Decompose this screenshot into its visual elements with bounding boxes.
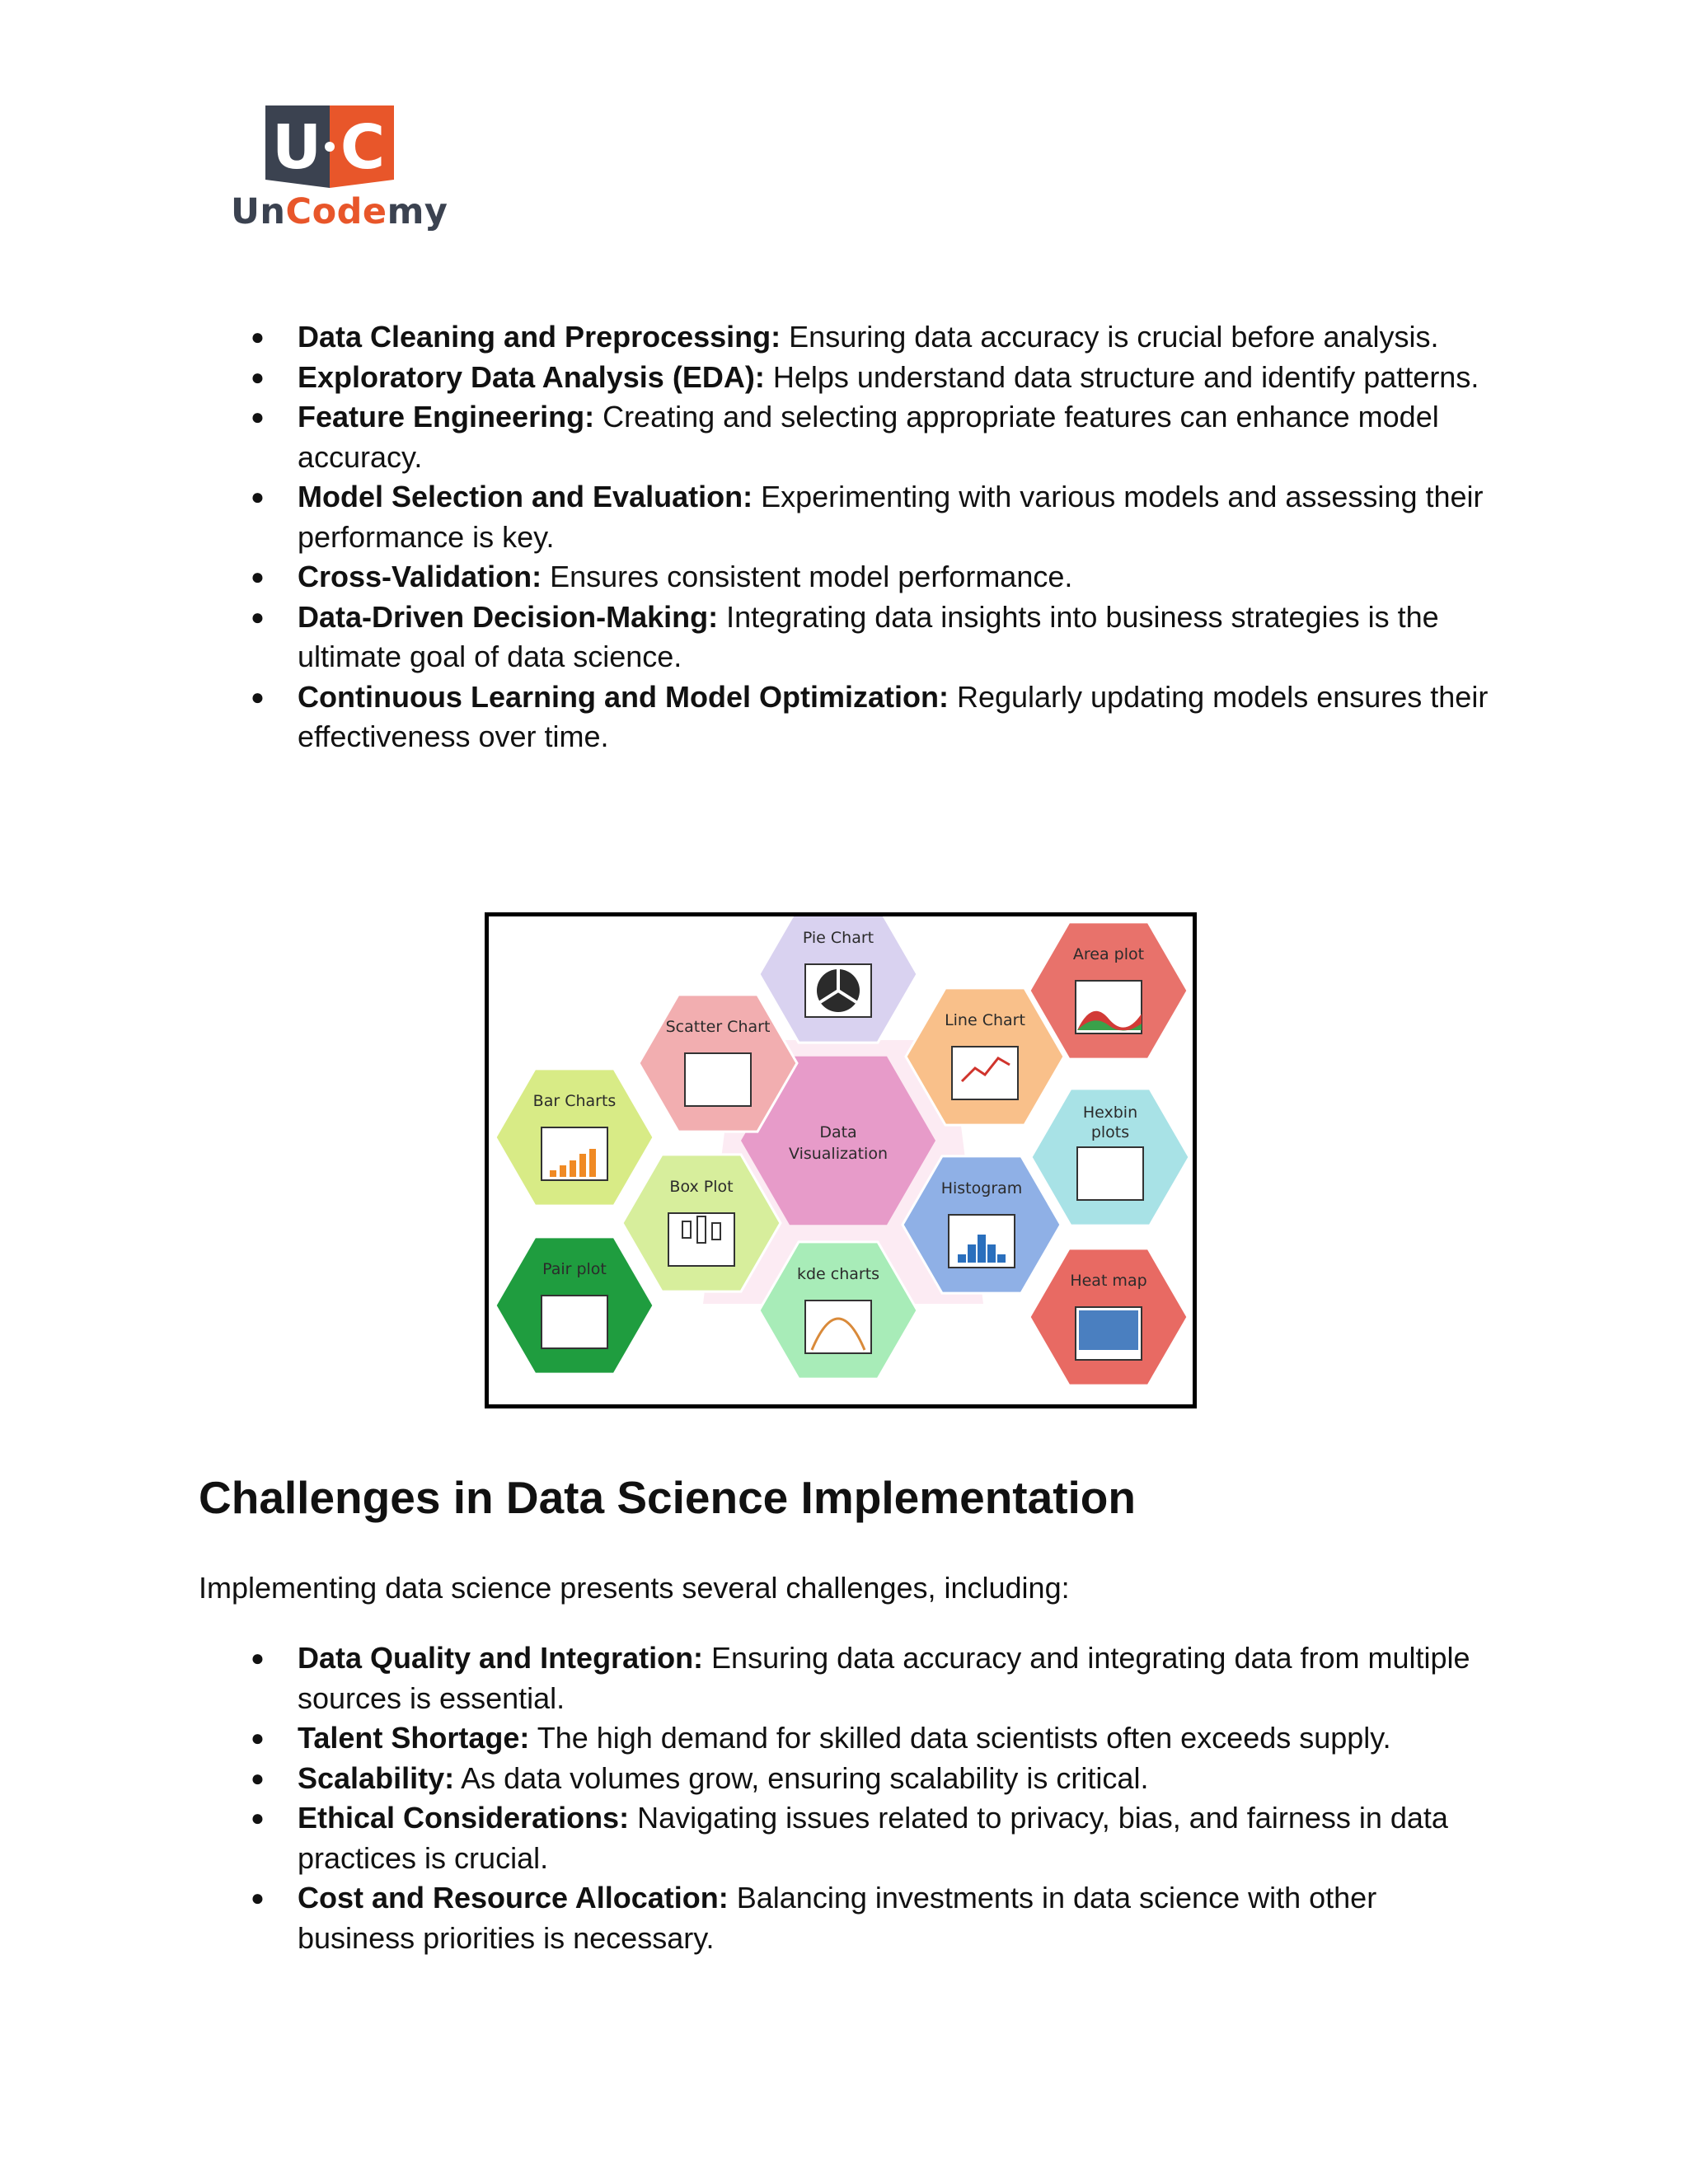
hex-label: Bar Charts — [532, 1092, 617, 1110]
list-item — [0, 397, 1688, 477]
list-item-term: Cross-Validation: — [298, 560, 542, 593]
list-item — [0, 598, 1688, 677]
list-item-term: Data Quality and Integration: — [298, 1641, 704, 1675]
chart-thumbnail-icon — [1077, 1147, 1143, 1200]
list-item-text: Balancing investments in data science with other business priorities is necessary. — [298, 1881, 1377, 1955]
hex-label: Area plot — [1072, 945, 1145, 963]
list-item-term: Cost and Resource Allocation: — [298, 1881, 729, 1915]
bullet-icon: ● — [251, 564, 265, 589]
list-item — [0, 317, 1688, 358]
hex-label: Box Plot — [669, 1178, 734, 1196]
hex-center-label: Data — [819, 1123, 857, 1141]
list-item-text: Ensuring data accuracy is crucial before analysis. — [781, 320, 1439, 354]
bullet-icon: ● — [251, 1725, 265, 1750]
list-item — [0, 677, 1688, 757]
hex-center-label-2: Visualization — [788, 1145, 889, 1163]
bullet-icon: ● — [251, 324, 265, 349]
list-item — [0, 1798, 1688, 1878]
svg-text:U: U — [271, 112, 322, 183]
bullet-icon: ● — [251, 404, 265, 429]
list-item-term: Feature Engineering: — [298, 400, 595, 434]
chart-thumbnail-icon — [668, 1213, 734, 1266]
hex-label: Heat map — [1070, 1272, 1147, 1290]
list-item — [0, 358, 1688, 398]
list-item-text: Ensures consistent model performance. — [542, 560, 1073, 593]
list-item — [0, 477, 1688, 557]
bullet-icon: ● — [251, 484, 265, 509]
bullet-icon: ● — [251, 1645, 265, 1671]
list-item-text: Regularly updating models ensures their effectiveness over time. — [298, 679, 1489, 753]
bullet-icon: ● — [251, 1765, 265, 1791]
hex-label: Pair plot — [542, 1260, 607, 1278]
hex-label: Line Chart — [945, 1011, 1025, 1029]
list-item-text: Helps understand data structure and identify patterns. — [764, 359, 1479, 394]
bullet-icon: ● — [251, 683, 265, 710]
list-item-text: Creating and selecting appropriate features can enhance model accuracy. — [298, 400, 1439, 474]
section-heading: Challenges in Data Science Implementation — [199, 1472, 1136, 1523]
hexagon-diagram — [489, 916, 1193, 1404]
list-item-term: Model Selection and Evaluation: — [298, 480, 753, 513]
list-item — [0, 1878, 1688, 1958]
hex-label: Scatter Chart — [665, 1018, 771, 1036]
bullet-icon: ● — [251, 1885, 265, 1910]
data-visualization-figure — [485, 912, 1197, 1408]
list-item-term: Exploratory Data Analysis (EDA): — [298, 359, 765, 394]
uncodemy-logo — [231, 105, 448, 237]
hex-label: Hexbin — [1082, 1104, 1138, 1122]
svg-text:C: C — [340, 112, 386, 183]
list-item-term: Data Cleaning and Preprocessing: — [298, 320, 781, 354]
list-item-text: The high demand for skilled data scientists often exceeds supply. — [529, 1721, 1391, 1755]
uc-logo-mark — [264, 105, 396, 188]
list-item-text: As data volumes grow, ensuring scalability is critical. — [454, 1760, 1149, 1795]
list-item-text: Integrating data insights into business strategies is the ultimate goal of data science. — [298, 599, 1439, 673]
hex-label: kde charts — [796, 1265, 880, 1283]
list-item-term: Continuous Learning and Model Optimization: — [298, 679, 949, 714]
list-item — [0, 1718, 1688, 1759]
chart-thumbnail-icon — [685, 1053, 751, 1106]
bullet-icon: ● — [251, 363, 265, 390]
hex-label-2: plots — [1090, 1123, 1130, 1141]
logo-wordmark: UnCodemy — [231, 191, 448, 232]
list-item-text: Experimenting with various models and assessing their performance is key. — [298, 480, 1484, 554]
hex-label: Histogram — [940, 1179, 1023, 1197]
challenges-list — [0, 1638, 1688, 1958]
list-item-text: Ensuring data accuracy and integrating data from multiple sources is essential. — [298, 1641, 1470, 1715]
list-item — [0, 1638, 1688, 1718]
list-item-term: Ethical Considerations: — [298, 1801, 630, 1835]
bullet-icon: ● — [251, 1805, 265, 1830]
hex-label: Pie Chart — [802, 929, 874, 947]
intro-paragraph: Implementing data science presents several challenges, including: — [199, 1571, 1070, 1605]
practices-list — [0, 317, 1688, 757]
list-item — [0, 557, 1688, 598]
list-item-text: Navigating issues related to privacy, bias, and fairness in data practices is crucial. — [298, 1801, 1448, 1875]
list-item — [0, 1759, 1688, 1799]
list-item-term: Data-Driven Decision-Making: — [298, 599, 719, 634]
list-item-term: Talent Shortage: — [298, 1721, 530, 1755]
list-item-term: Scalability: — [298, 1760, 455, 1795]
bullet-icon: ● — [251, 603, 265, 630]
chart-thumbnail-icon — [542, 1296, 607, 1348]
